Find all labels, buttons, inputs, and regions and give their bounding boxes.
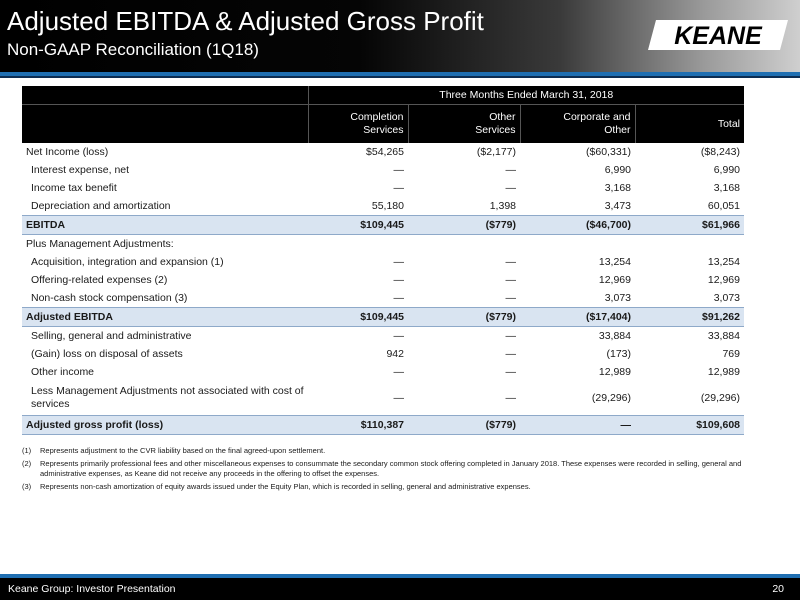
cell-value: — <box>505 391 516 404</box>
cell-value: — <box>505 366 516 378</box>
cell-value <box>308 235 408 254</box>
footnote <box>22 446 762 456</box>
slide-title: Adjusted EBITDA & Adjusted Gross Profit <box>7 6 484 36</box>
cell-value: — <box>393 256 404 268</box>
cell-value: $61,966 <box>635 216 744 235</box>
cell-value: (173) <box>606 348 631 360</box>
cell-value: — <box>393 274 404 286</box>
cell-value: 3,073 <box>604 292 631 304</box>
cell-value: 33,884 <box>598 330 631 342</box>
svg-text:KEANE: KEANE <box>674 22 762 50</box>
cell-value: ($60,331) <box>586 146 631 158</box>
table-row <box>22 179 744 197</box>
cell-value: ($2,177) <box>476 146 516 158</box>
cell-value: 13,254 <box>707 256 740 268</box>
cell-value: 3,473 <box>604 200 631 212</box>
cell-value <box>635 235 744 254</box>
reconciliation-table <box>22 86 744 435</box>
column-header-total: Total <box>635 105 744 144</box>
column-header-corporate: Corporate and Other <box>520 105 635 144</box>
row-label: (Gain) loss on disposal of assets <box>31 348 183 360</box>
row-label: Non-cash stock compensation (3) <box>31 292 188 304</box>
cell-value: 3,073 <box>713 292 740 304</box>
cell-value: ($8,243) <box>700 146 740 158</box>
cell-value <box>408 235 520 254</box>
footer-presentation-title: Keane Group: Investor Presentation <box>8 583 176 595</box>
cell-value: (29,296) <box>700 391 740 404</box>
row-label: Less Management Adjustments not associated with cost of services <box>31 385 304 410</box>
footnote-mark: (1) <box>22 446 32 455</box>
row-label: Adjusted EBITDA <box>22 308 308 327</box>
table-row <box>22 289 744 308</box>
cell-value: 942 <box>386 348 404 360</box>
row-label: Plus Management Adjustments: <box>26 238 174 250</box>
cell-value: $109,445 <box>308 308 408 327</box>
cell-value: 6,990 <box>713 164 740 176</box>
cell-value: — <box>393 182 404 194</box>
cell-value: ($46,700) <box>520 216 635 235</box>
cell-value <box>520 235 635 254</box>
cell-value: ($779) <box>408 308 520 327</box>
footnote <box>22 459 762 479</box>
header-dark-rule <box>0 76 800 78</box>
total-row-adjusted-gross-profit <box>22 416 744 435</box>
cell-value: — <box>393 164 404 176</box>
footnote-mark: (2) <box>22 459 32 468</box>
footnote-text: Represents adjustment to the CVR liability based on the final agreed-upon settlement. <box>40 446 326 455</box>
footnote-mark: (3) <box>22 482 32 491</box>
row-label: Interest expense, net <box>31 164 130 176</box>
row-label: Other income <box>31 366 95 378</box>
cell-value: (29,296) <box>591 391 631 404</box>
footnotes <box>22 446 762 495</box>
cell-value: $54,265 <box>366 146 404 158</box>
cell-value: — <box>505 182 516 194</box>
cell-value: — <box>505 348 516 360</box>
column-header-row <box>22 105 744 144</box>
cell-value: 769 <box>722 348 740 360</box>
column-header-completion: Completion Services <box>308 105 408 144</box>
cell-value: — <box>505 274 516 286</box>
footnote <box>22 482 762 492</box>
cell-value: ($779) <box>408 416 520 435</box>
footnote-text: Represents primarily professional fees and other miscellaneous expenses to consummate the secondary common stock offering completed in January 2018. These expenses were recorded in selling, general and administrative expenses, as Keane did not receive any proceeds in the offering to offset the expenses. <box>40 459 742 478</box>
cell-value: — <box>393 391 404 404</box>
cell-value: 12,969 <box>598 274 631 286</box>
column-header-other-services: Other Services <box>408 105 520 144</box>
cell-value: — <box>505 330 516 342</box>
row-label: Income tax benefit <box>31 182 117 194</box>
table-row <box>22 345 744 363</box>
subtotal-row-ebitda <box>22 216 744 235</box>
footnote-text: Represents non-cash amortization of equity awards issued under the Equity Plan, which is recorded in selling, general and administrative expenses. <box>40 482 531 491</box>
cell-value: 1,398 <box>489 200 516 212</box>
cell-value: 12,989 <box>598 366 631 378</box>
subtotal-row-adjusted-ebitda <box>22 308 744 327</box>
row-label: Acquisition, integration and expansion (1) <box>31 256 224 268</box>
row-label: Depreciation and amortization <box>31 200 171 212</box>
cell-value: $109,445 <box>308 216 408 235</box>
row-label: Adjusted gross profit (loss) <box>22 416 308 435</box>
cell-value: 60,051 <box>707 200 740 212</box>
keane-logo <box>648 20 788 50</box>
cell-value: 12,989 <box>707 366 740 378</box>
slide-header <box>0 0 800 72</box>
cell-value: — <box>505 164 516 176</box>
cell-value: ($17,404) <box>520 308 635 327</box>
cell-value: — <box>505 292 516 304</box>
header-label-cell <box>22 105 308 144</box>
row-label: Selling, general and administrative <box>31 330 192 342</box>
page-number: 20 <box>772 583 784 595</box>
cell-value: — <box>393 366 404 378</box>
cell-value: — <box>393 330 404 342</box>
table-row <box>22 363 744 381</box>
table-row <box>22 235 744 254</box>
slide-footer <box>0 578 800 600</box>
row-label: Offering-related expenses (2) <box>31 274 168 286</box>
cell-value: — <box>520 416 635 435</box>
table-row <box>22 327 744 346</box>
cell-value: $109,608 <box>635 416 744 435</box>
slide-subtitle: Non-GAAP Reconciliation (1Q18) <box>7 40 259 59</box>
cell-value: — <box>505 256 516 268</box>
table-row <box>22 143 744 161</box>
cell-value: 12,969 <box>707 274 740 286</box>
row-label: Net Income (loss) <box>26 146 109 158</box>
table-row <box>22 381 744 416</box>
cell-value: ($779) <box>408 216 520 235</box>
cell-value: 13,254 <box>598 256 631 268</box>
cell-value: 55,180 <box>371 200 404 212</box>
period-header-row <box>22 86 744 105</box>
cell-value: — <box>393 292 404 304</box>
period-header: Three Months Ended March 31, 2018 <box>308 86 744 105</box>
table-row <box>22 161 744 179</box>
table-row <box>22 253 744 271</box>
header-blank-cell <box>22 86 308 105</box>
cell-value: $91,262 <box>635 308 744 327</box>
row-label: EBITDA <box>22 216 308 235</box>
cell-value: 6,990 <box>604 164 631 176</box>
cell-value: 3,168 <box>604 182 631 194</box>
cell-value: $110,387 <box>308 416 408 435</box>
table-row <box>22 197 744 216</box>
table-row <box>22 271 744 289</box>
cell-value: 3,168 <box>713 182 740 194</box>
cell-value: 33,884 <box>707 330 740 342</box>
